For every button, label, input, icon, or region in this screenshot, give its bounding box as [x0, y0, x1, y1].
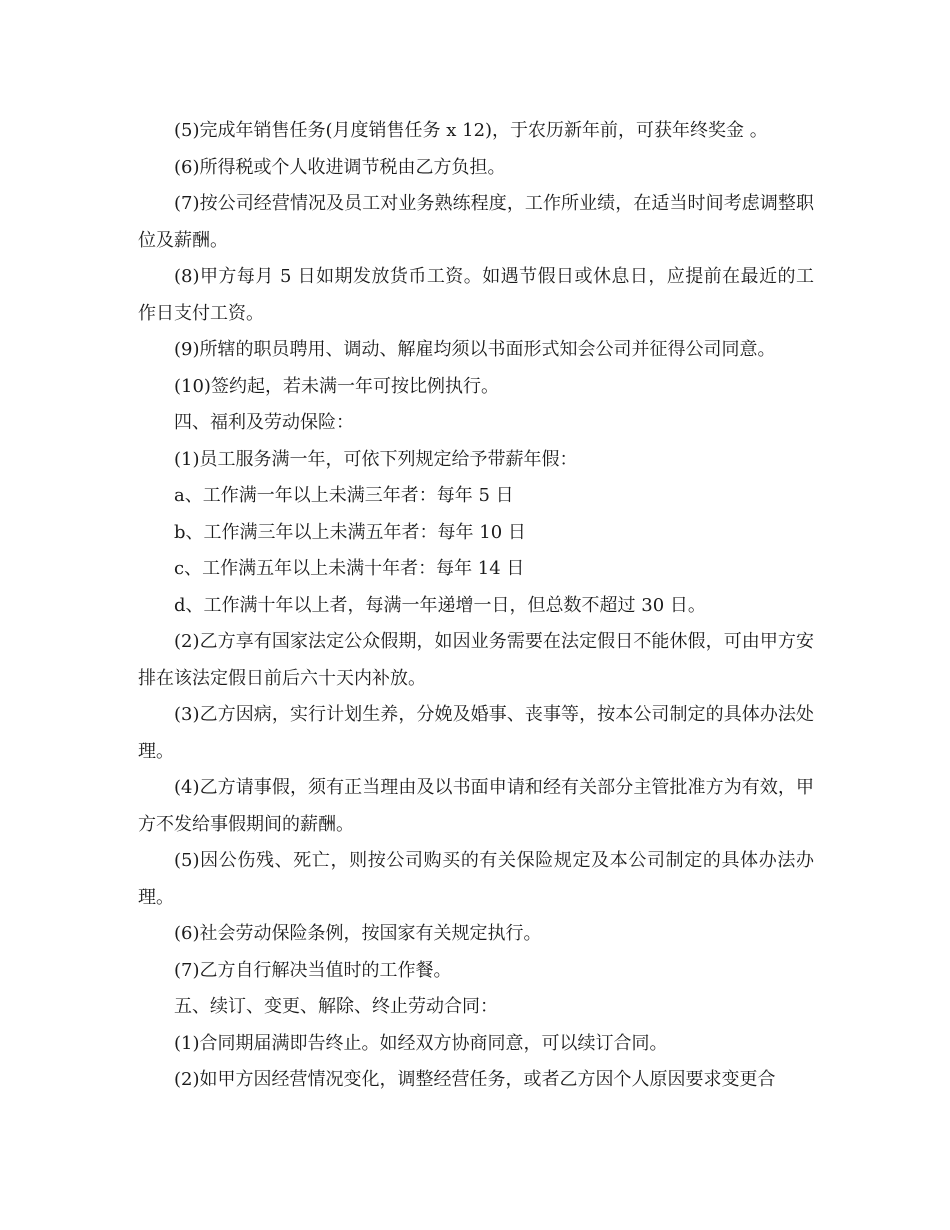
section-heading-4: 四、福利及劳动保险： — [174, 412, 354, 433]
paragraph-3: (7)按公司经营情况及员工对业务熟练程度，工作所业绩，在适当时间考虑调整职位及薪酬。 — [138, 193, 814, 251]
paragraph-16: (5)因公伤残、死亡，则按公司购买的有关保险规定及本公司制定的具体办法办理。 — [138, 850, 814, 908]
paragraph-6: (10)签约起，若未满一年可按比例执行。 — [174, 375, 499, 397]
paragraph-14: (3)乙方因病，实行计划生养，分娩及婚事、丧事等，按本公司制定的具体办法处理。 — [138, 704, 814, 762]
paragraph-4: (8)甲方每月 5 日如期发放货币工资。如遇节假日或休息日，应提前在最近的工作日支付工资。 — [138, 266, 814, 324]
paragraph-21: (2)如甲方因经营情况变化，调整经营任务，或者乙方因个人原因要求变更合 — [174, 1069, 776, 1090]
document-body — [138, 113, 814, 1099]
paragraph-2: (6)所得税或个人收进调节税由乙方负担。 — [174, 156, 506, 178]
paragraph-8: (1)员工服务满一年，可依下列规定给予带薪年假： — [174, 448, 578, 470]
list-item-c: c、工作满五年以上未满十年者：每年 14 日 — [174, 558, 525, 579]
section-heading-5: 五、续订、变更、解除、终止劳动合同： — [174, 996, 498, 1017]
list-item-d: d、工作满十年以上者，每满一年递增一日，但总数不超过 30 日。 — [174, 594, 706, 616]
paragraph-18: (7)乙方自行解决当值时的工作餐。 — [174, 959, 452, 981]
list-item-a: a、工作满一年以上未满三年者：每年 5 日 — [174, 485, 514, 506]
paragraph-5: (9)所辖的职员聘用、调动、解雇均须以书面形式知会公司并征得公司同意。 — [174, 339, 776, 360]
paragraph-17: (6)社会劳动保险条例，按国家有关规定执行。 — [174, 923, 542, 944]
paragraph-13: (2)乙方享有国家法定公众假期，如因业务需要在法定假日不能休假，可由甲方安排在该法定假日前后六十天内补放。 — [138, 631, 814, 689]
paragraph-15: (4)乙方请事假，须有正当理由及以书面申请和经有关部分主管批准方为有效，甲方不发给事假期间的薪酬。 — [138, 777, 814, 835]
paragraph-1: (5)完成年销售任务(月度销售任务 x 12)，于农历新年前，可获年终奖金 。 — [174, 120, 768, 141]
list-item-b: b、工作满三年以上未满五年者：每年 10 日 — [174, 521, 526, 543]
paragraph-20: (1)合同期届满即告终止。如经双方协商同意，可以续订合同。 — [174, 1032, 668, 1054]
